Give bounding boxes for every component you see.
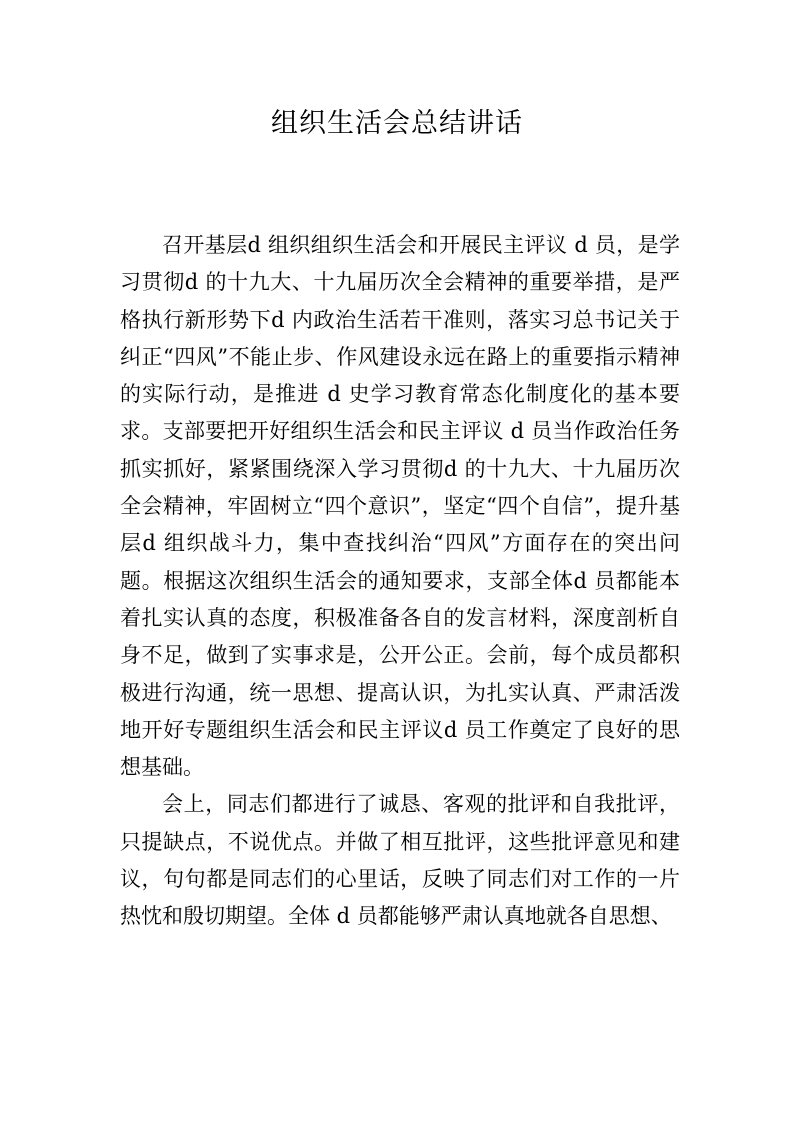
paragraph-1: 召开基层d 组织组织生活会和开展民主评议 d 员，是学习贯彻d 的十九大、十九届历次全会精神的重要举措，是严格执行新形势下d 内政治生活若干准则，落实习总书记关于纠正“四风”不能止步、作风建设永远在路上的重要指示精神的实际行动，是推进 d 史学习教育常态化制度化的基本要求。支部要把开好组织生活会和民主评议 d 员当作政治任务抓实抓好，紧紧围绕深入学习贯彻d 的十九大、十九届历次全会精神，牢固树立“四个意识”，坚定“四个自信”，提升基层d 组织战斗力，集中查找纠治“四风”方面存在的突出问题。根据这次组织生活会的通知要求，支部全体d 员都能本着扎实认真的态度，积极准备各自的发言材料，深度剖析自身不足，做到了实事求是，公开公正。会前，每个成员都积极进行沟通，统一思想、提高认识，为扎实认真、严肃活泼地开好专题组织生活会和民主评议d 员工作奠定了良好的思想基础。 [120,233,680,780]
paragraph-2: 会上，同志们都进行了诚恳、客观的批评和自我批评，只提缺点，不说优点。并做了相互批评，这些批评意见和建议，句句都是同志们的心里话，反映了同志们对工作的一片热忱和殷切期望。全体 d 员都能够严肃认真地就各自思想、 [120,792,680,929]
document-title: 组织生活会总结讲话 [271,108,523,139]
document-body [120,227,680,936]
